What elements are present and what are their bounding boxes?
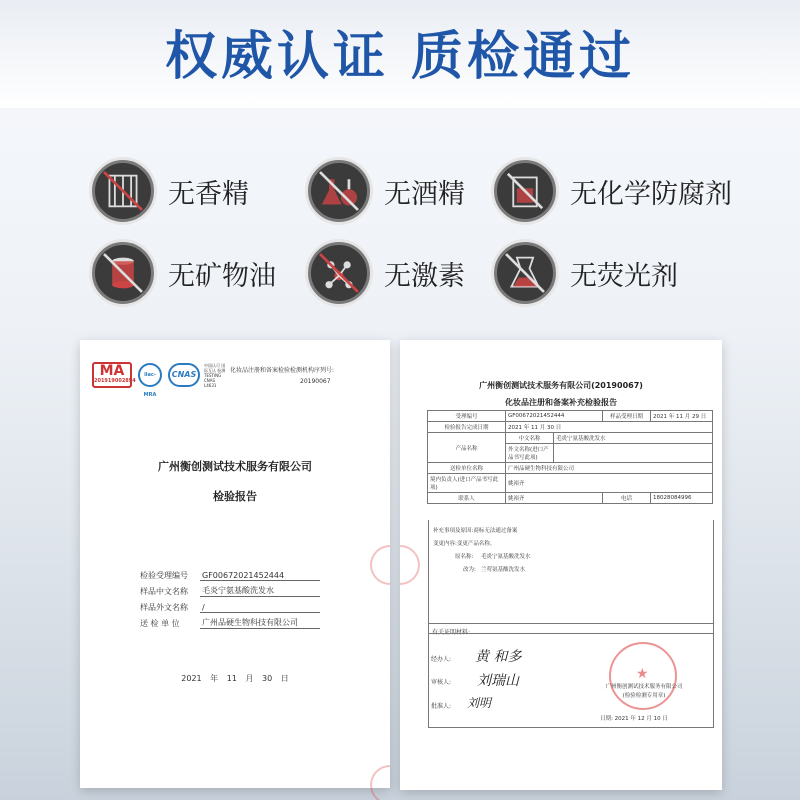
no-mineral-oil-icon (92, 242, 154, 304)
handler-signature: 黄 和多 (475, 649, 522, 665)
divider (429, 633, 713, 634)
table-row: 外文名称(进口产品书写此项) (428, 444, 713, 463)
approver-signature: 刘明 (467, 696, 492, 710)
edge-seal-right (400, 545, 420, 585)
no-hormone-icon (308, 242, 370, 304)
cnas-logo: CNAS (168, 363, 200, 387)
lab-company-name: 广州衡创测试技术服务有限公司 (158, 460, 312, 473)
page-headline: 权威认证 质检通过 (164, 27, 636, 87)
edge-seal-left (370, 545, 390, 585)
badge-no-fluorescent (494, 242, 678, 304)
materials-label: 有关证明材料: (432, 629, 471, 636)
handler-label: 经办人: (431, 656, 452, 663)
no-preservative-icon (494, 160, 556, 222)
signature-section (428, 623, 714, 728)
cert-number: 20190067 (300, 378, 331, 385)
badge-label: 无激素 (384, 260, 465, 292)
badge-no-mineral-oil (92, 242, 276, 304)
badge-no-hormone (308, 242, 465, 304)
badge-label: 无酒精 (384, 178, 465, 210)
table-row: 境内负责人(进口产品书写此项) 姚裕齐 (428, 474, 713, 493)
original-name: 毛炎宁氨基酸洗发水 (481, 554, 531, 560)
table-row: 受理编号 GF00672021452444 样品受理日期 2021 年 11 月 29 日 (428, 411, 713, 422)
cert-note: 化妆品注册和备案检验检测机构序列号: (230, 367, 335, 374)
report-date: 2021 年 11 月 30 日 (181, 674, 289, 683)
edge-seal-left-bottom (370, 765, 390, 800)
issue-date: 日期: 2021 年 12 月 10 日 (600, 716, 668, 722)
no-fragrance-icon (92, 160, 154, 222)
field-row: 样品外文名称 / (140, 597, 320, 613)
lab-company-name: 广州衡创测试技术服务有限公司(20190067) (479, 381, 643, 390)
no-alcohol-icon (308, 160, 370, 222)
reviewer-label: 审核人: (431, 679, 452, 686)
new-name: 兰莺氨基酸洗发水 (481, 567, 526, 573)
inspection-report-cover (80, 340, 390, 788)
cma-logo: MA 201919002894 (92, 362, 132, 388)
badge-no-preservative (494, 160, 732, 222)
claims-badges (0, 150, 800, 320)
badge-no-alcohol (308, 160, 465, 222)
supplementary-report (400, 340, 722, 790)
field-row: 检验受理编号 GF00672021452444 (140, 565, 320, 581)
seal-star-icon: ★ (636, 666, 649, 682)
new-name-label: 改为: (463, 567, 476, 573)
supplement-reason: 补充事项及原因:商标无法通过备案 (433, 528, 518, 534)
report-fields (140, 565, 320, 629)
approver-label: 批准人: (431, 703, 452, 710)
badge-label: 无化学防腐剂 (570, 178, 732, 210)
badge-no-fragrance (92, 160, 249, 222)
ilac-mra-logo: ilac-MRA (138, 363, 162, 387)
badge-label: 无矿物油 (168, 260, 276, 292)
field-row: 样品中文名称 毛炎宁氨基酸洗发水 (140, 581, 320, 597)
issuer-name: 广州衡创测试技术服务有限公司 (605, 684, 683, 690)
badge-label: 无荧光剂 (570, 260, 678, 292)
badge-label: 无香精 (168, 178, 249, 210)
table-row: 检验报告完成日期 2021 年 11 月 30 日 (428, 422, 713, 433)
report-title: 化妆品注册和备案补充检验报告 (505, 398, 617, 407)
report-table (427, 410, 713, 504)
reviewer-signature: 刘瑞山 (477, 673, 519, 689)
table-row: 产品名称 中文名称 毛炎宁氨基酸洗发水 (428, 433, 713, 444)
supplement-change: 变更内容:变更产品名称。 (433, 541, 496, 547)
no-fluorescent-icon (494, 242, 556, 304)
table-row: 联系人 姚裕齐 电话 18028084996 (428, 493, 713, 504)
issuer-seal-note: (检验检测专用章) (622, 693, 666, 699)
cnas-caption: 中国认可 国际互认 检测 TESTING CNAS L4631 (204, 362, 226, 388)
report-title: 检验报告 (213, 490, 257, 503)
table-row: 送检单位名称 广州品硬生物科技有限公司 (428, 463, 713, 474)
original-name-label: 原名称: (455, 554, 474, 560)
certification-logos (92, 362, 226, 398)
supplement-section (428, 520, 714, 624)
field-row: 送 检 单 位 广州品硬生物科技有限公司 (140, 613, 320, 629)
